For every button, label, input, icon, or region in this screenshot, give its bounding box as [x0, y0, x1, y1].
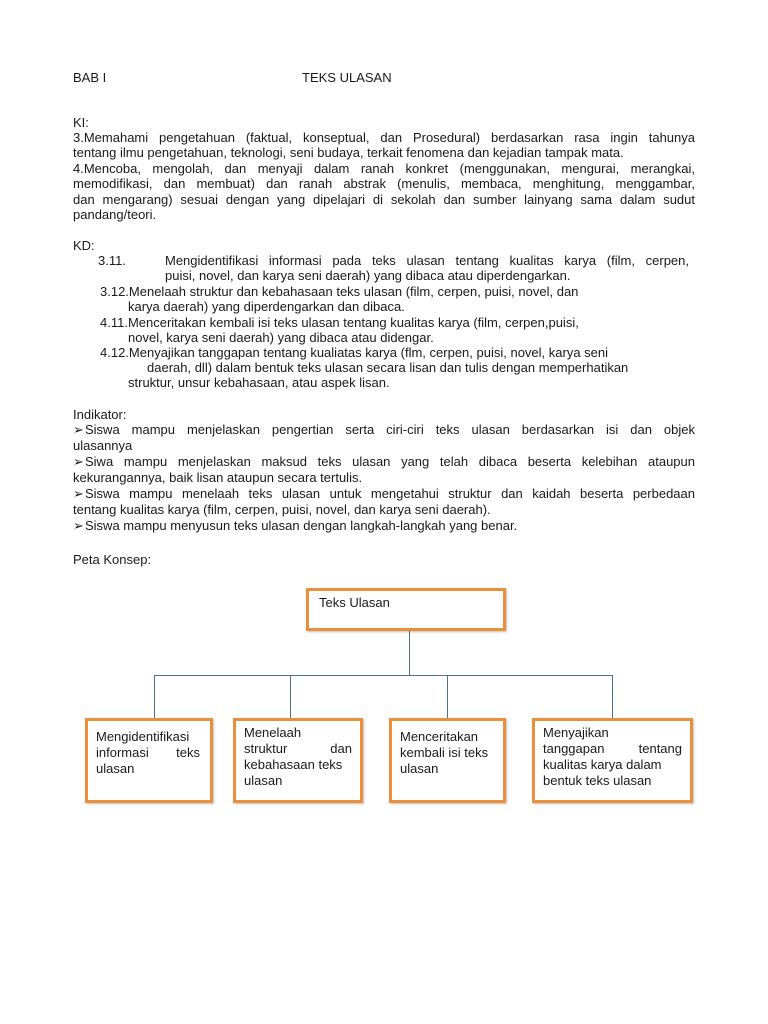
kd-line: struktur, unsur kebahasaan, atau aspek lisan.	[128, 375, 390, 390]
concept-child-line: Mengidentifikasi	[96, 729, 190, 744]
ki-line: dan mengarang) sesuai dengan yang dipelajari di sekolah dan sumber lainyang sama dalam sudut	[73, 192, 695, 207]
concept-child-line: struktur dan	[244, 741, 352, 756]
ki-line: tentang ilmu pengetahuan, teknologi, seni budaya, terkait fenomena dan kejadian tampak mata.	[73, 145, 624, 160]
connector-line	[409, 630, 410, 675]
connector-line	[290, 675, 291, 718]
ki-line: 3.Memahami pengetahuan (faktual, konseptual, dan Prosedural) berdasarkan rasa ingin tahunya	[73, 130, 695, 145]
bullet-icon: ➢	[73, 486, 84, 501]
concept-child-box	[85, 718, 213, 803]
concept-child-box	[389, 718, 506, 803]
kd-line: puisi, novel, dan karya seni daerah) yang dibaca atau diperdengarkan.	[165, 268, 571, 283]
indikator-line: ulasannya	[73, 438, 133, 453]
indikator-line: Siwa mampu menjelaskan maksud teks ulasan yang telah dibaca beserta kelebihan ataupun	[85, 454, 695, 469]
bullet-icon: ➢	[73, 454, 84, 469]
ki-line: memodifikasi, dan membuat) dan ranah abstrak (menulis, membaca, menghitung, menggambar,	[73, 176, 695, 191]
kd-line: 4.11.Menceritakan kembali isi teks ulasan tentang kualitas karya (film, cerpen,puisi,	[100, 315, 579, 330]
concept-child-line: kembali isi teks	[400, 745, 489, 760]
chapter-label: BAB I	[73, 70, 107, 85]
kd-number: 3.11.	[98, 253, 126, 268]
indikator-line: Siswa mampu menelaah teks ulasan untuk mengetahui struktur dan kaidah beserta perbedaan	[85, 486, 695, 501]
connector-line	[154, 675, 613, 676]
concept-child-line: bentuk teks ulasan	[543, 773, 652, 788]
indikator-line: Siswa mampu menjelaskan pengertian serta ciri-ciri teks ulasan berdasarkan isi dan objek	[85, 422, 695, 437]
peta-konsep-label: Peta Konsep:	[73, 552, 152, 567]
concept-root-label: Teks Ulasan	[319, 595, 390, 610]
connector-line	[154, 675, 155, 718]
concept-child-box	[532, 718, 693, 803]
concept-child-line: ulasan	[96, 761, 135, 776]
concept-child-line: ulasan	[244, 773, 283, 788]
kd-line: karya daerah) yang diperdengarkan dan dibaca.	[128, 299, 405, 314]
indikator-line: Siswa mampu menyusun teks ulasan dengan langkah-langkah yang benar.	[85, 518, 518, 533]
concept-child-line: tanggapan tentang	[543, 741, 682, 756]
kd-line: novel, karya seni daerah) yang dibaca atau didengar.	[128, 330, 434, 345]
bullet-icon: ➢	[73, 422, 84, 437]
concept-child-line: informasi teks	[96, 745, 200, 760]
concept-child-line: kebahasaan teks	[244, 757, 343, 772]
kd-line: 3.12.Menelaah struktur dan kebahasaan teks ulasan (film, cerpen, puisi, novel, dan	[100, 284, 579, 299]
kd-line: Mengidentifikasi informasi pada teks ulasan tentang kualitas karya (film, cerpen,	[165, 253, 689, 268]
kd-label: KD:	[73, 238, 95, 253]
ki-line: 4.Mencoba, mengolah, dan menyaji dalam ranah konkret (menggunakan, mengurai, merangkai,	[73, 161, 695, 176]
indikator-label: Indikator:	[73, 407, 127, 422]
concept-child-line: Menyajikan	[543, 725, 609, 740]
document-title: TEKS ULASAN	[302, 70, 392, 85]
concept-child-line: ulasan	[400, 761, 439, 776]
concept-child-box	[233, 718, 363, 803]
concept-child-line: Menelaah	[244, 725, 302, 740]
indikator-line: kekurangannya, baik lisan ataupun secara tertulis.	[73, 470, 363, 485]
concept-root-box	[306, 588, 506, 631]
kd-line: 4.12.Menyajikan tanggapan tentang kualiatas karya (flm, cerpen, puisi, novel, karya seni	[100, 345, 609, 360]
ki-label: KI:	[73, 115, 89, 130]
concept-child-line: Menceritakan	[400, 729, 479, 744]
bullet-icon: ➢	[73, 518, 84, 533]
connector-line	[612, 675, 613, 718]
connector-line	[447, 675, 448, 718]
concept-child-line: kualitas karya dalam	[543, 757, 662, 772]
kd-line: daerah, dll) dalam bentuk teks ulasan secara lisan dan tulis dengan memperhatikan	[147, 360, 629, 375]
ki-line: pandang/teori.	[73, 207, 157, 222]
indikator-line: tentang kualitas karya (film, cerpen, puisi, novel, dan karya seni daerah).	[73, 502, 491, 517]
